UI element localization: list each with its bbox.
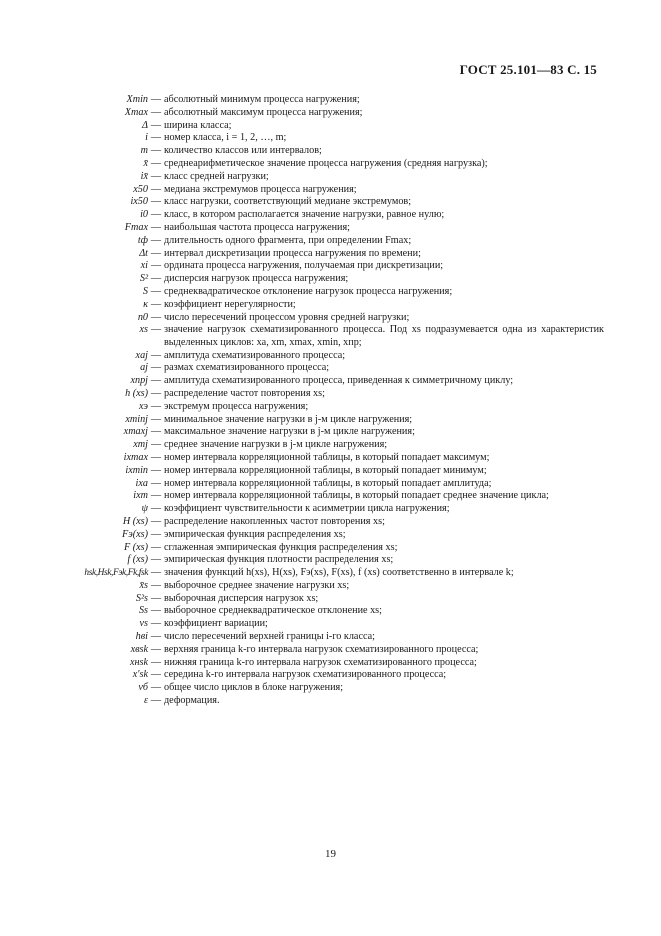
- definition-dash: —: [150, 196, 162, 208]
- definition-symbol: f (xs): [127, 554, 148, 566]
- definition-row: [0, 567, 661, 579]
- definition-symbol: ix̄: [140, 170, 148, 182]
- definition-text: абсолютный максимум процесса нагружения;: [164, 106, 363, 118]
- definition-symbol: xi: [140, 260, 148, 272]
- definition-row: [0, 465, 661, 477]
- definition-dash: —: [150, 567, 162, 579]
- definition-dash: —: [150, 311, 162, 323]
- definition-symbol: xs: [139, 324, 148, 336]
- definition-row: [0, 657, 661, 669]
- definition-row: [0, 158, 661, 170]
- definitions-list: [0, 94, 661, 708]
- definition-row: [0, 605, 661, 617]
- definition-text: номер класса, i = 1, 2, …, m;: [164, 132, 287, 144]
- definition-symbol: xaj: [135, 349, 148, 361]
- definition-text: ордината процесса нагружения, получаемая при дискретизации;: [164, 260, 444, 272]
- definition-row: [0, 299, 661, 311]
- definition-dash: —: [150, 515, 162, 527]
- definition-symbol: x̄s: [139, 579, 148, 591]
- definition-text: класс нагрузки, соответствующий медиане экстремумов;: [164, 196, 412, 208]
- definition-symbol: Fэ(xs): [122, 528, 148, 540]
- definition-dash: —: [150, 490, 162, 502]
- definition-dash: —: [150, 170, 162, 182]
- definition-dash: —: [150, 221, 162, 233]
- definition-row: [0, 478, 661, 490]
- definition-text: нижняя граница k-го интервала нагрузок схематизированного процесса;: [164, 656, 477, 668]
- definition-row: [0, 644, 661, 656]
- definition-symbol: Δ: [142, 119, 148, 131]
- definition-text: деформация.: [164, 695, 220, 707]
- definition-symbol: x̄: [143, 157, 148, 169]
- definition-symbol: F (xs): [123, 541, 148, 553]
- definition-text: распределение частот повторения xs;: [164, 387, 325, 399]
- definition-symbol: xminj: [125, 413, 148, 425]
- definition-text: экстремум процесса нагружения;: [164, 400, 309, 412]
- definition-row: [0, 414, 661, 426]
- definition-row: [0, 542, 661, 554]
- definition-row: [0, 184, 661, 196]
- definition-text: класс средней нагрузки;: [164, 170, 269, 182]
- definition-text: коэффициент вариации;: [164, 618, 268, 630]
- definition-dash: —: [150, 579, 162, 591]
- definition-symbol: ixmax: [123, 451, 148, 463]
- definition-text: длительность одного фрагмента, при определении Fmax;: [164, 234, 412, 246]
- definition-dash: —: [150, 477, 162, 489]
- definition-symbol: ψ: [141, 503, 148, 515]
- definition-dash: —: [150, 631, 162, 643]
- definition-symbol: xmaxj: [123, 426, 148, 438]
- definition-row: [0, 286, 661, 298]
- definition-text: эмпирическая функция распределения xs;: [164, 528, 346, 540]
- definition-text: выборочное среднеквадратическое отклонение xs;: [164, 605, 382, 617]
- definition-text: номер интервала корреляционной таблицы, в который попадает среднее значение цикла;: [164, 490, 549, 502]
- definition-text: число пересечений процессом уровня средней нагрузки;: [164, 311, 410, 323]
- definition-text: наибольшая частота процесса нагружения;: [164, 221, 351, 233]
- definition-symbol: vб: [138, 682, 148, 694]
- definition-dash: —: [150, 94, 162, 105]
- definition-row: [0, 490, 661, 502]
- definition-dash: —: [150, 643, 162, 655]
- definition-text: число пересечений верхней границы i-го класса;: [164, 631, 375, 643]
- definition-row: [0, 452, 661, 464]
- definition-dash: —: [150, 413, 162, 425]
- definition-symbol: Fmax: [124, 221, 148, 233]
- definition-symbol: S: [142, 285, 148, 297]
- definition-symbol: hвi: [135, 631, 148, 643]
- definition-symbol: n0: [137, 311, 148, 323]
- definition-text: количество классов или интервалов;: [164, 145, 322, 157]
- definition-row: [0, 362, 661, 374]
- definition-text: размах схематизированного процесса;: [164, 362, 330, 374]
- definition-row: [0, 618, 661, 630]
- definition-text: минимальное значение нагрузки в j-м цикле нагружения;: [164, 413, 413, 425]
- definition-symbol: xmj: [133, 439, 148, 451]
- definition-symbol: m: [140, 145, 148, 157]
- document-header: ГОСТ 25.101—83 С. 15: [459, 62, 597, 77]
- definition-text: среднее значение нагрузки в j-м цикле нагружения;: [164, 439, 388, 451]
- definition-text: середина k-го интервала нагрузок схематизированного процесса;: [164, 669, 447, 681]
- definition-symbol: Ss: [138, 605, 148, 617]
- definition-symbol: x′sk: [132, 669, 148, 681]
- definition-dash: —: [150, 451, 162, 463]
- definition-row: [0, 120, 661, 132]
- definition-symbol: h (xs): [125, 387, 148, 399]
- definition-dash: —: [150, 132, 162, 144]
- definition-symbol: ixm: [133, 490, 148, 502]
- definition-text: среднеквадратическое отклонение нагрузок процесса нагружения;: [164, 285, 453, 297]
- definition-text: максимальное значение нагрузки в j-м цикле нагружения;: [164, 426, 415, 438]
- definition-row: [0, 222, 661, 234]
- definition-symbol: ixmin: [125, 464, 148, 476]
- definition-dash: —: [150, 592, 162, 604]
- definition-row: [0, 145, 661, 157]
- definition-symbol: aj: [140, 362, 148, 374]
- definition-row: [0, 171, 661, 183]
- definition-row: [0, 260, 661, 272]
- definition-text: сглаженная эмпирическая функция распределения xs;: [164, 541, 398, 553]
- definition-symbol: S²: [139, 273, 148, 285]
- definition-symbol: hsk,Hsk,Fэk,Fk,fsk: [84, 568, 148, 579]
- definition-dash: —: [150, 541, 162, 553]
- definition-symbol: vs: [139, 618, 148, 630]
- definition-dash: —: [150, 426, 162, 438]
- definition-text: выборочная дисперсия нагрузок xs;: [164, 592, 319, 604]
- page-number: 19: [325, 848, 336, 860]
- definition-row: [0, 426, 661, 438]
- definition-text: амплитуда схематизированного процесса, приведенная к симметричному циклу;: [164, 375, 514, 387]
- definition-symbol: κ: [143, 298, 148, 310]
- definition-dash: —: [150, 656, 162, 668]
- definition-dash: —: [150, 145, 162, 157]
- definition-row: [0, 273, 661, 285]
- definition-text: значения функций h(xs), H(xs), Fэ(xs), F(xs), f (xs) соответственно в интервале k;: [164, 567, 514, 579]
- definition-symbol: S²s: [135, 592, 148, 604]
- definition-row: [0, 682, 661, 694]
- definition-row: [0, 503, 661, 515]
- definition-dash: —: [150, 119, 162, 131]
- definition-row: [0, 593, 661, 605]
- definition-dash: —: [150, 157, 162, 169]
- definition-dash: —: [150, 400, 162, 412]
- definition-dash: —: [150, 106, 162, 118]
- definition-dash: —: [150, 375, 162, 387]
- definition-text: коэффициент чувствительности к асимметрии цикла нагружения;: [164, 503, 450, 515]
- definition-dash: —: [150, 682, 162, 694]
- definition-row: [0, 439, 661, 451]
- definition-dash: —: [150, 209, 162, 221]
- definition-dash: —: [150, 234, 162, 246]
- definition-row: [0, 516, 661, 528]
- definition-row: [0, 196, 661, 208]
- definition-dash: —: [150, 528, 162, 540]
- definition-dash: —: [150, 273, 162, 285]
- definition-dash: —: [150, 669, 162, 681]
- definition-dash: —: [150, 503, 162, 515]
- definition-dash: —: [150, 605, 162, 617]
- definition-row: [0, 388, 661, 400]
- definition-text: среднеарифметическое значение процесса нагружения (средняя нагрузка);: [164, 157, 488, 169]
- definition-symbol: xнsk: [129, 656, 148, 668]
- definition-symbol: xвsk: [130, 643, 148, 655]
- definition-dash: —: [150, 464, 162, 476]
- definition-text: номер интервала корреляционной таблицы, в который попадает максимум;: [164, 451, 490, 463]
- definition-symbol: xпрj: [130, 375, 148, 387]
- definition-text: абсолютный минимум процесса нагружения;: [164, 94, 360, 105]
- definition-symbol: Xmin: [126, 94, 148, 105]
- definition-dash: —: [150, 183, 162, 195]
- definition-dash: —: [150, 298, 162, 310]
- definition-row: [0, 107, 661, 119]
- definition-symbol: i0: [140, 209, 148, 221]
- definition-symbol: Xmax: [124, 106, 148, 118]
- definition-dash: —: [150, 387, 162, 399]
- definition-text: коэффициент нерегулярности;: [164, 298, 296, 310]
- definition-text: интервал дискретизации процесса нагружения по времени;: [164, 247, 421, 259]
- definition-row: [0, 350, 661, 362]
- definition-symbol: H (xs): [122, 515, 148, 527]
- definition-text: дисперсия нагрузок процесса нагружения;: [164, 273, 349, 285]
- definition-text: номер интервала корреляционной таблицы, в который попадает минимум;: [164, 464, 487, 476]
- definition-text: ширина класса;: [164, 119, 232, 131]
- definition-text: выборочное среднее значение нагрузки xs;: [164, 579, 350, 591]
- definition-text: класс, в котором располагается значение нагрузки, равное нулю;: [164, 209, 445, 221]
- definition-symbol: tф: [137, 234, 148, 246]
- definition-row: [0, 631, 661, 643]
- definition-row: [0, 580, 661, 592]
- definition-dash: —: [150, 349, 162, 361]
- definition-text: общее число циклов в блоке нагружения;: [164, 682, 344, 694]
- definition-symbol: x50: [133, 183, 148, 195]
- definition-symbol: ix50: [130, 196, 148, 208]
- definition-text: распределение накопленных частот повторения xs;: [164, 515, 385, 527]
- definition-row: [0, 248, 661, 260]
- definition-row: [0, 312, 661, 324]
- definition-dash: —: [150, 695, 162, 707]
- definition-row: [0, 529, 661, 541]
- definition-row: [0, 401, 661, 413]
- definition-row: [0, 375, 661, 387]
- definition-row: [0, 209, 661, 221]
- definition-symbol: i: [145, 132, 148, 144]
- definition-row: [0, 235, 661, 247]
- definition-text: значение нагрузок схематизированного процесса. Под xs подразумевается одна из характеристик выделенных циклов: xa, xm, xmax, xmin, xпр;: [164, 324, 604, 348]
- definition-row: [0, 94, 661, 106]
- definition-dash: —: [150, 554, 162, 566]
- definition-row: [0, 695, 661, 707]
- definition-text: номер интервала корреляционной таблицы, в который попадает амплитуда;: [164, 477, 492, 489]
- definition-dash: —: [150, 260, 162, 272]
- definition-symbol: Δt: [139, 247, 148, 259]
- definition-row: [0, 324, 661, 349]
- definition-symbol: ixa: [135, 477, 148, 489]
- definition-row: [0, 554, 661, 566]
- definition-text: эмпирическая функция плотности распределения xs;: [164, 554, 394, 566]
- definition-symbol: xэ: [138, 400, 148, 412]
- definition-symbol: ε: [143, 695, 148, 707]
- definition-row: [0, 669, 661, 681]
- definition-dash: —: [150, 618, 162, 630]
- definition-dash: —: [150, 324, 162, 336]
- definition-text: медиана экстремумов процесса нагружения;: [164, 183, 357, 195]
- definition-text: амплитуда схематизированного процесса;: [164, 349, 346, 361]
- definition-dash: —: [150, 285, 162, 297]
- definition-dash: —: [150, 247, 162, 259]
- definition-row: [0, 132, 661, 144]
- definition-dash: —: [150, 439, 162, 451]
- definition-text: верхняя граница k-го интервала нагрузок схематизированного процесса;: [164, 643, 479, 655]
- definition-dash: —: [150, 362, 162, 374]
